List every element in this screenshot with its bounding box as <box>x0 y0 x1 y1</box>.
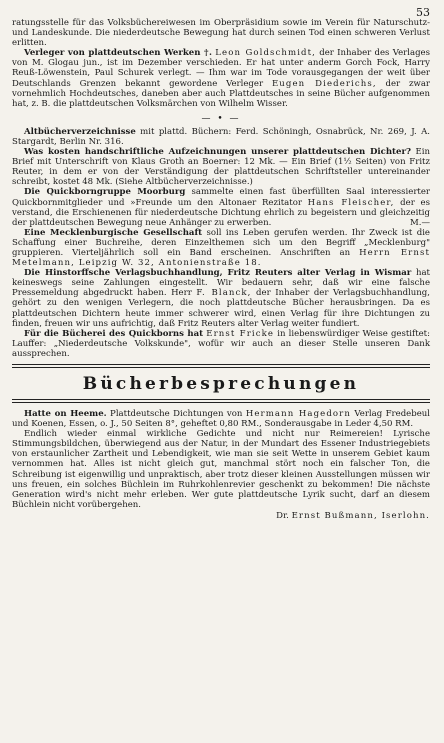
name-goldschmidt: Leon Goldschmidt, <box>215 48 316 59</box>
rule-bottom-thin <box>12 399 430 400</box>
name-fleischer: Hans Fleischer, <box>307 197 395 208</box>
rule-top-thick <box>12 364 430 365</box>
signature-m: M.— <box>409 217 430 228</box>
paragraph-hinstorff <box>12 268 430 329</box>
text-hinstorff-a: hat keineswegs seine Zahlungen eingestellt. Wir bedauern sehr, daß wir eine falsche Pressemeldung abgedruckt haben. Herr <box>12 268 430 299</box>
separator: — • — <box>201 113 241 124</box>
heading-catalogs: Altbücherverzeichnisse <box>24 126 136 137</box>
heading-moorburg: Die Quickborngruppe Moorburg <box>24 187 186 198</box>
review-title: Hatte on Heeme. <box>24 409 107 419</box>
text-moorburg-b: der es verstand, die Erschienenen für niederdeutsche Dichtung ehrlich zu begeistern und gleichzeitig der plattdeutschen Bewegung neue Anhänger zu erwerben. <box>12 197 430 228</box>
section-title: Bücherbesprechungen <box>82 374 360 394</box>
address-metelmann: Herrn Ernst Metelmann, Leipzig W. 32, Antonienstraße 18. <box>12 247 430 269</box>
review-text-a: Plattdeutsche Dichtungen von <box>106 409 243 419</box>
name-diederichs: Eugen Diederichs, <box>271 78 377 89</box>
page-number: 53 <box>416 6 430 19</box>
paragraph-moorburg <box>12 187 430 227</box>
signature-prefix: Dr. <box>276 510 289 521</box>
review-header <box>12 409 430 429</box>
text-catalogs: mit plattd. Büchern: Ferd. Schöningh, Osnabrück, Nr. 269, J. A. Stargardt, Berlin Nr. 316. <box>12 126 430 147</box>
name-fricke: Ernst Fricke <box>206 328 275 339</box>
heading-library: Für die Bücherei des Quickborns hat <box>24 328 204 339</box>
rule-top-thin <box>12 367 430 368</box>
review-author: Hermann Hagedorn <box>245 409 351 419</box>
rule-bottom-thick <box>12 402 430 403</box>
text-moorburg-a: sammelte einen fast überfüllten Saal interessierter Quickbornmitglieder und »Freunde um den Altonaer Rezitator <box>12 187 430 208</box>
review-body: Endlich wieder einmal wirkliche Gedichte und nicht nur Reimereien! Lyrische Stimmungsbildchen, überwiegend aus der Natur, in der Mundart des Essener Industriegebiets von erstaunlicher Zartheit und Lebendigkeit, wie man sie seit Wette in unserem Gebiet kaum vernommen hat. Alles ist nicht gleich gut, manchmal stört noch ein falscher Ton, die Schreibung ist eigenwillig und unpraktisch, aber trotz dieser kleinen Ausstellungen müssen wir uns freuen, ein solches Büchlein im Ruhrkohlenrevier geschenkt zu bekommen! Die nächste Generation wird's nicht mehr erleben. Wer gute plattdeutsche Lyrik sucht, darf an diesem Büchlein nicht vorübergehen. <box>12 429 430 510</box>
heading-mecklenburg: Eine Mecklenburgische Gesellschaft <box>24 227 203 238</box>
name-blanck: F. Blanck, <box>196 288 252 299</box>
paragraph-catalogs <box>12 127 430 147</box>
signature-name: Ernst Bußmann, Iserlohn. <box>291 510 430 521</box>
paragraph-manuscripts <box>12 147 430 187</box>
heading-manuscripts: Was kosten handschriftliche Aufzeichnungen unserer plattdeutschen Dichter? <box>24 147 411 158</box>
text-library: in liebenswürdiger Weise gestiftet: Lauffer: „Niederdeutsche Volkskunde", wofür wir auch an dieser Stelle unseren Dank aussprechen. <box>12 328 431 359</box>
paragraph-publishers <box>12 48 430 109</box>
paragraph-obituary-end: ratungsstelle für das Volksbüchereiwesen im Oberpräsidium sowie im Verein für Naturschutz- und Landeskunde. Die niederdeutsche Bewegung hat durch seinen Tod einen schweren Verlust erlitten. <box>12 18 430 49</box>
text-manuscripts: Ein Brief mit Unterschrift von Klaus Groth an Boerner: 12 Mk. — Ein Brief (1½ Seiten) von Fritz Reuter, in dem er von der Verständigung der plattdeutschen Schriftsteller untereinander schreibt, kostet 48 Mk. (Siehe Altbücherverzeichnisse.) <box>12 147 430 188</box>
text-publishers-a: der Inhaber des Verlages von M. Glogau jun., ist im Dezember verschieden. Er hat unter anderm Gorch Fock, Harry Reuß-Löwenstein, Paul Schurek verlegt. — Ihm war im Tode vorausgegangen der weit über Deutschlands Grenzen bekannt gewordene Verleger <box>12 48 430 89</box>
text-hinstorff-b: der Inhaber der Verlagsbuchhandlung, gehört zu den wenigen Verlegern, die noch plattdeutsche Bücher herausbringen. Da es plattdeutschen Dichtern heute immer schwerer wird, einen Verlag für ihre Dichtungen zu finden, freuen wir uns aufrichtig, daß Fritz Reuters alter Verlag weiter fundiert. <box>12 288 430 329</box>
heading-hinstorff: Die Hinstorffsche Verlagsbuchhandlung, Fritz Reuters alter Verlag in Wismar <box>24 268 412 279</box>
review-signature <box>12 511 430 521</box>
heading-publishers: Verleger von plattdeutschen Werken †. <box>24 48 212 59</box>
text-publishers-b: der zwar vornehmlich Hochdeutsches, daneben aber auch Plattdeutsches in seine Bücher aufgenommen hat, z. B. die plattdeutschen Volksmärchen von Wilhelm Wisser. <box>12 78 431 109</box>
text-mecklenburg: soll ins Leben gerufen werden. Ihr Zweck ist die Schaffung einer Buchreihe, deren Einzelthemen sich um den Begriff „Mecklenburg" gruppieren. Vierteljährlich soll ein Band erscheinen. Anschriften an <box>12 227 430 258</box>
review-publisher: Verlag Fredebeul und Koenen, Essen, o. J., 50 Seiten 8°, geheftet 0,80 RM., Sonderausgabe in Leder 4,50 RM. <box>12 409 430 430</box>
paragraph-library <box>12 329 430 359</box>
paragraph-mecklenburg <box>12 228 430 268</box>
